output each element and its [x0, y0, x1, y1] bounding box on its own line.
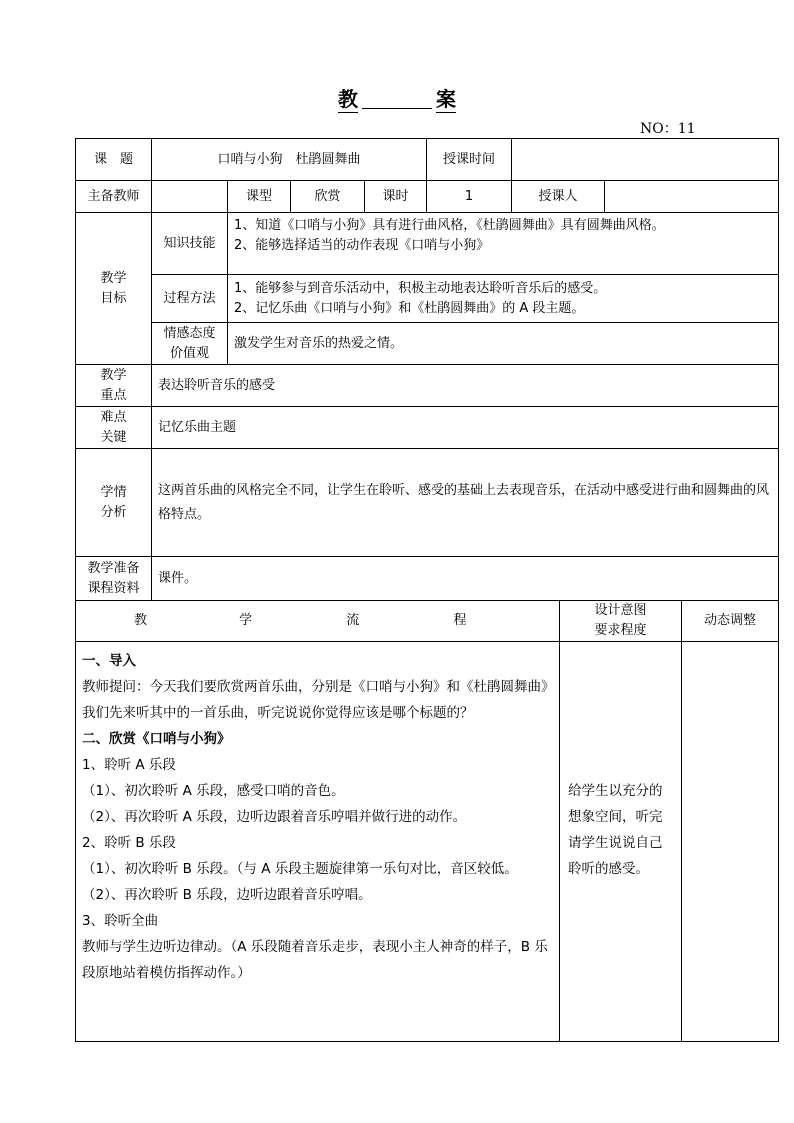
time-label: 授课时间	[427, 139, 512, 181]
knowledge-label: 知识技能	[152, 213, 228, 275]
flow-line-1: 1、聆听 A 乐段	[82, 757, 176, 773]
row-difficulty	[76, 407, 779, 449]
document-title	[0, 83, 794, 113]
row-flow-content	[76, 642, 779, 1042]
row-prep	[76, 557, 779, 601]
focus-label-line1: 教学	[100, 367, 127, 383]
process-line-2: 2、记忆乐曲《口哨与小狗》和《杜鹃圆舞曲》的 A 段主题。	[234, 300, 585, 316]
analysis-label	[76, 449, 152, 557]
lesson-plan-table	[75, 138, 779, 1042]
time-value	[512, 139, 779, 181]
goals-label-line2: 目标	[100, 290, 127, 306]
difficulty-label-line1: 难点	[100, 409, 127, 425]
emotion-text: 激发学生对音乐的热爱之情。	[228, 323, 779, 365]
focus-label-line2: 重点	[100, 387, 127, 403]
adjust-header: 动态调整	[682, 601, 779, 642]
topic-label: 课 题	[76, 139, 152, 181]
row-analysis	[76, 449, 779, 557]
hours-label: 课时	[365, 181, 427, 213]
document-number: NO：11	[640, 121, 696, 137]
flow-header-char-2: 学	[239, 613, 253, 628]
flow-header-char-3: 流	[346, 613, 360, 628]
flow-line-2: （1）、初次聆听 A 乐段，感受口哨的音色。	[82, 783, 345, 799]
analysis-text: 这两首乐曲的风格完全不同，让学生在聆听、感受的基础上去表现音乐，在活动中感受进行曲和圆舞曲的风格特点。	[152, 449, 779, 557]
flow-line-7: 3、聆听全曲	[82, 913, 159, 929]
emotion-label-line2: 价值观	[169, 345, 209, 361]
design-header-line2: 要求程度	[594, 623, 647, 638]
teacher-value	[152, 181, 228, 213]
flow-line-8: 教师与学生边听边律动。（A 乐段随着音乐走步，表现小主人神奇的样子，B 乐段原地站着模仿指挥动作。）	[82, 939, 548, 981]
analysis-label-line2: 分析	[100, 504, 127, 520]
focus-text: 表达聆听音乐的感受	[152, 365, 779, 407]
title-underline-gap	[362, 88, 432, 109]
design-header-line1: 设计意图	[594, 603, 647, 618]
row-teacher	[76, 181, 779, 213]
row-flow-header	[76, 601, 779, 642]
lecturer-label: 授课人	[512, 181, 605, 213]
section-1-heading: 一、导入	[82, 653, 136, 669]
emotion-label-line1: 情感态度	[163, 325, 216, 341]
goals-label	[76, 213, 152, 365]
row-topic	[76, 139, 779, 181]
analysis-label-line1: 学情	[100, 484, 127, 500]
row-goal-emotion	[76, 323, 779, 365]
row-goal-process	[76, 275, 779, 323]
row-goal-knowledge	[76, 213, 779, 275]
difficulty-text: 记忆乐曲主题	[152, 407, 779, 449]
flow-content	[76, 642, 560, 1042]
difficulty-label	[76, 407, 152, 449]
knowledge-line-2: 2、能够选择适当的动作表现《口哨与小狗》	[234, 238, 490, 253]
type-label: 课型	[228, 181, 291, 213]
title-char-2: 案	[436, 83, 456, 113]
flow-line-3: （2）、再次聆听 A 乐段，边听边跟着音乐哼唱并做行进的动作。	[82, 809, 467, 825]
difficulty-label-line2: 关键	[100, 429, 127, 445]
knowledge-text	[228, 213, 779, 275]
prep-label	[76, 557, 152, 601]
prep-label-line2: 课程资料	[87, 580, 140, 596]
adjust-content	[682, 642, 779, 1042]
process-label: 过程方法	[152, 275, 228, 323]
hours-value: 1	[427, 181, 512, 213]
focus-label	[76, 365, 152, 407]
process-text	[228, 275, 779, 323]
design-intent-header	[560, 601, 682, 642]
flow-header-char-4: 程	[453, 613, 467, 628]
emotion-label	[152, 323, 228, 365]
flow-line-5: （1）、初次聆听 B 乐段。（与 A 乐段主题旋律第一乐句对比，音区较低。	[82, 861, 518, 877]
flow-header-char-1: 教	[134, 613, 148, 628]
prep-text: 课件。	[152, 557, 779, 601]
row-focus	[76, 365, 779, 407]
lecturer-value	[605, 181, 779, 213]
flow-header	[76, 601, 560, 642]
design-intent-text: 给学生以充分的想象空间，听完请学生说说自己聆听的感受。	[560, 642, 682, 1042]
topic-value: 口哨与小狗 杜鹃圆舞曲	[152, 139, 427, 181]
flow-line-6: （2）、再次聆听 B 乐段，边听边跟着音乐哼唱。	[82, 887, 372, 903]
prep-label-line1: 教学准备	[87, 560, 140, 576]
knowledge-line-1: 1、知道《口哨与小狗》具有进行曲风格，《杜鹃圆舞曲》具有圆舞曲风格。	[234, 218, 665, 233]
teacher-label: 主备教师	[76, 181, 152, 213]
section-2-heading: 二、欣赏《口哨与小狗》	[82, 731, 231, 747]
flow-line-4: 2、聆听 B 乐段	[82, 835, 176, 851]
process-line-1: 1、能够参与到音乐活动中，积极主动地表达聆听音乐后的感受。	[234, 280, 607, 296]
goals-label-line1: 教学	[100, 270, 127, 286]
section-1-text: 教师提问：今天我们要欣赏两首乐曲，分别是《口哨与小狗》和《杜鹃圆舞曲》我们先来听其中的一首乐曲，听完说说你觉得应该是哪个标题的？	[82, 679, 548, 721]
title-char-1: 教	[338, 83, 358, 113]
type-value: 欣赏	[291, 181, 365, 213]
